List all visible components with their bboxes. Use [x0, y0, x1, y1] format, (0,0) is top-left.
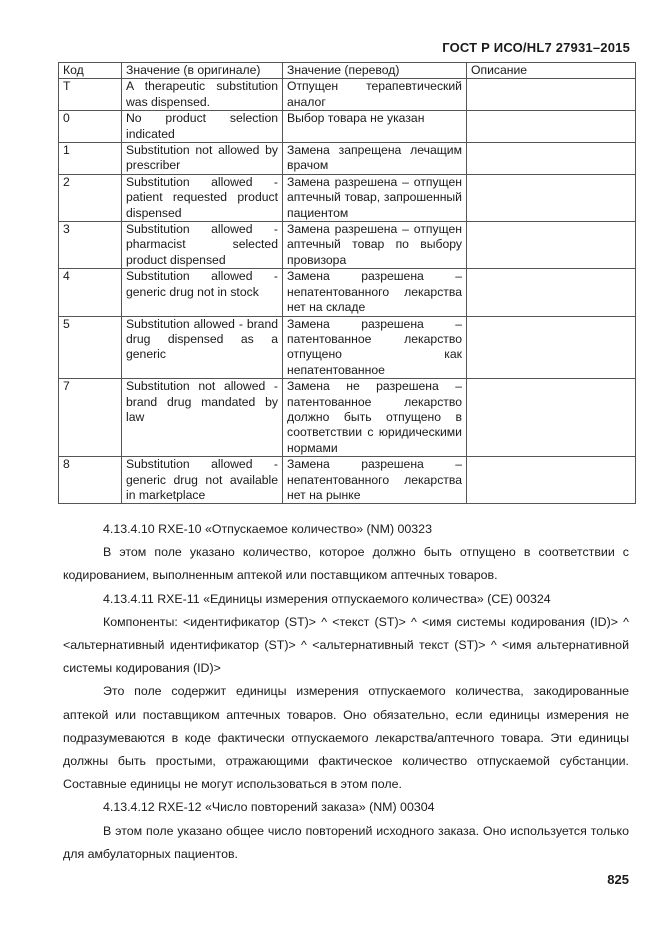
table-row	[59, 111, 636, 143]
cell-description	[467, 379, 636, 457]
cell-code: 8	[59, 457, 122, 504]
cell-original: Substitution allowed - brand drug dispensed as a generic	[122, 316, 283, 379]
document-header: ГОСТ Р ИСО/HL7 27931–2015	[442, 40, 630, 55]
cell-description	[467, 79, 636, 111]
cell-translation: Замена не разрешена – патентованное лекарство должно быть отпущено в соответствии с юридическими нормами	[283, 379, 467, 457]
cell-original: Substitution allowed - patient requested product dispensed	[122, 174, 283, 221]
table-header-row	[59, 63, 636, 79]
cell-translation: Замена разрешена – отпущен аптечный товар по выбору провизора	[283, 222, 467, 269]
cell-original: Substitution allowed - pharmacist selected product dispensed	[122, 222, 283, 269]
column-header-translation: Значение (перевод)	[283, 63, 467, 79]
section-heading-rxe-11: 4.13.4.11 RXE-11 «Единицы измерения отпускаемого количества» (CE) 00324	[103, 591, 551, 606]
cell-translation: Замена разрешена – непатентованного лекарства нет на складе	[283, 269, 467, 316]
cell-code: T	[59, 79, 122, 111]
cell-code: 4	[59, 269, 122, 316]
cell-original: Substitution allowed - generic drug not available in marketplace	[122, 457, 283, 504]
cell-original: Substitution not allowed by prescriber	[122, 143, 283, 175]
cell-description	[467, 174, 636, 221]
section-heading-rxe-12: 4.13.4.12 RXE-12 «Число повторений заказа» (NM) 00304	[103, 800, 435, 815]
cell-original: Substitution allowed - generic drug not in stock	[122, 269, 283, 316]
page-number: 825	[607, 872, 629, 887]
table-row	[59, 379, 636, 457]
paragraph: В этом поле указано количество, которое должно быть отпущено в соответствии с кодированием, выполненным аптекой или поставщиком аптечных товаров.	[63, 545, 629, 583]
cell-translation: Выбор товара не указан	[283, 111, 467, 143]
column-header-code: Код	[59, 63, 122, 79]
cell-code: 3	[59, 222, 122, 269]
table-row	[59, 143, 636, 175]
cell-original: A therapeutic substitution was dispensed.	[122, 79, 283, 111]
cell-translation: Отпущен терапевтический аналог	[283, 79, 467, 111]
cell-description	[467, 316, 636, 379]
table-row	[59, 222, 636, 269]
table-row	[59, 457, 636, 504]
body-text	[63, 518, 629, 866]
cell-translation: Замена разрешена – непатентованного лекарства нет на рынке	[283, 457, 467, 504]
cell-code: 2	[59, 174, 122, 221]
table-row	[59, 269, 636, 316]
cell-description	[467, 269, 636, 316]
cell-code: 7	[59, 379, 122, 457]
cell-translation: Замена разрешена – патентованное лекарство отпущено как непатентованное	[283, 316, 467, 379]
cell-description	[467, 222, 636, 269]
column-header-description: Описание	[467, 63, 636, 79]
cell-translation: Замена разрешена – отпущен аптечный товар, запрошенный пациентом	[283, 174, 467, 221]
cell-description	[467, 457, 636, 504]
column-header-original: Значение (в оригинале)	[122, 63, 283, 79]
paragraph: В этом поле указано общее число повторений исходного заказа. Оно используется только для амбулаторных пациентов.	[63, 823, 629, 861]
cell-original: No product selection indicated	[122, 111, 283, 143]
substitution-codes-table	[58, 62, 636, 504]
cell-description	[467, 111, 636, 143]
paragraph: Это поле содержит единицы измерения отпускаемого количества, закодированные аптекой или поставщиком аптечных товаров. Оно обязательно, если единицы измерения не подразумеваются в коде фактически отпускаемого лекарства/аптечного товара. Эти единицы должны быть простыми, отражающими фактическое количество отпускаемой субстанции. Составные единицы не могут использоваться в этом поле.	[63, 684, 629, 792]
table-row	[59, 174, 636, 221]
cell-description	[467, 143, 636, 175]
cell-translation: Замена запрещена лечащим врачом	[283, 143, 467, 175]
table-row	[59, 316, 636, 379]
cell-original: Substitution not allowed - brand drug mandated by law	[122, 379, 283, 457]
section-heading-rxe-10: 4.13.4.10 RXE-10 «Отпускаемое количество» (NM) 00323	[103, 522, 432, 536]
paragraph: Компоненты: <идентификатор (ST)> ^ <текст (ST)> ^ <имя системы кодирования (ID)> ^ <альтернативный идентификатор (ST)> ^ <альтернативный текст (ST)> ^ <имя альтернативной системы кодирования (ID)>	[63, 614, 629, 676]
table-row	[59, 79, 636, 111]
cell-code: 0	[59, 111, 122, 143]
cell-code: 5	[59, 316, 122, 379]
cell-code: 1	[59, 143, 122, 175]
